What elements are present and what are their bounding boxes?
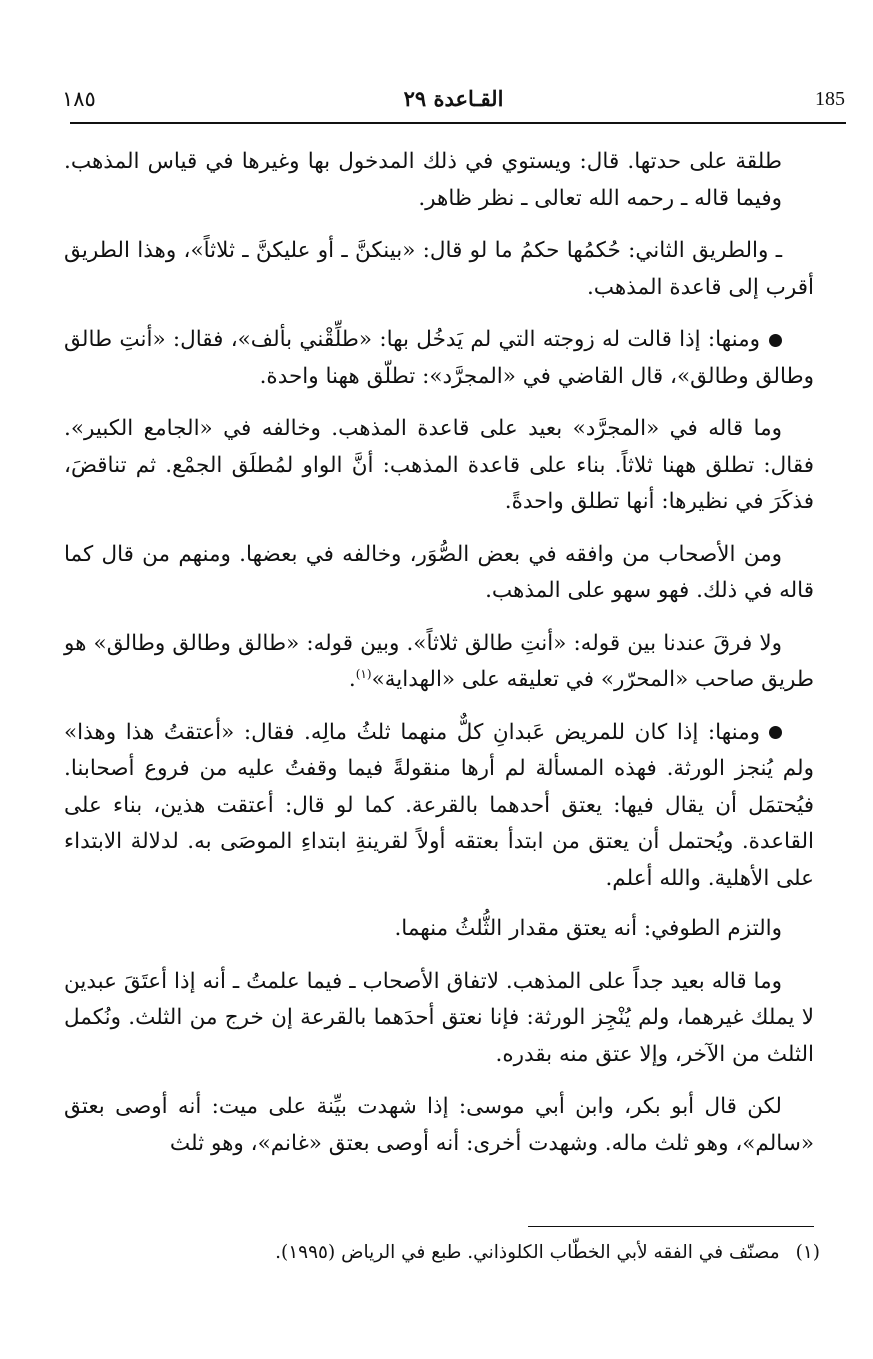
main-text: [64, 144, 814, 1178]
paragraph: ومن الأصحاب من وافقه في بعض الصُّوَر، وخالفه في بعضها. ومنهم من قال كما قاله في ذلك. فهو سهو على المذهب.: [64, 541, 814, 603]
paragraph: ـ والطريق الثاني: حُكمُها حكمُ ما لو قال: «بينكنَّ ـ أو عليكنَّ ـ ثلاثاً»، وهذا الطريق أقرب إلى قاعدة المذهب.: [64, 238, 814, 300]
header-rule: [70, 122, 846, 124]
paragraph: [64, 715, 814, 898]
paragraph: وما قاله بعيد جداً على المذهب. لاتفاق الأصحاب ـ فيما علمتُ ـ أنه إذا أعتَقَ عبدين لا يملك غيرهما، ولم يُنْجِز الورثة: فإنا نعتق أحدَهما بالقرعة إن خرج من الثلث. ونُكمل الثلث من الآخر، وإلا عتق منه بقدره.: [64, 968, 814, 1067]
footnote-text: مصنّف في الفقه لأبي الخطّاب الكلوذاني. طبع في الرياض (١٩٩٥).: [275, 1242, 780, 1263]
sentence-end: .: [348, 667, 356, 692]
bullet-icon: [769, 726, 782, 739]
paragraph: [64, 322, 814, 395]
bullet-icon: [769, 334, 782, 347]
page-number-arabic: ١٨٥: [62, 87, 96, 111]
paragraph-text: ومنها: إذا كان للمريض عَبدانِ كلٌّ منهما ثلثُ مالِه. فقال: «أعتقتُ هذا وهذا» ولم يُنجز الورثة. فهذه المسألة لم أرها منقولةً فيما وقفتُ عليه من فروع أصحابنا. فيُحتمَل أن يقال فيها: يعتق أحدهما بالقرعة. كما لو قال: أعتقت هذين، بناء على القاعدة. ويُحتمل أن يعتق من ابتدأ بعتقه أولاً لقرينةِ ابتداءِ الموصَى به. لدلالة الابتداء على الأهلية. والله أعلم.: [64, 719, 814, 891]
page-number-latin: 185: [815, 88, 845, 110]
footnote-number: (١): [795, 1242, 820, 1263]
page-header: [62, 84, 845, 118]
footnote-rule: [528, 1226, 814, 1227]
paragraph: [64, 626, 814, 699]
paragraph-text: ولا فرقَ عندنا بين قوله: «أنتِ طالق ثلاثاً». وبين قوله: «طالق وطالق وطالق» هو طريق صاحب «المحرّر» في تعليقه على «الهداية»: [64, 630, 814, 692]
footnote-reference[interactable]: (١): [355, 666, 372, 681]
footnote: [64, 1238, 820, 1268]
paragraph: والتزم الطوفي: أنه يعتق مقدار الثُّلثُ منهما.: [394, 916, 782, 941]
paragraph: لكن قال أبو بكر، وابن أبي موسى: إذا شهدت بيِّنة على ميت: أنه أوصى بعتق «سالم»، وهو ثلث ماله. وشهدت أخرى: أنه أوصى بعتق «غانم»، وهو ثلث: [64, 1094, 814, 1156]
paragraph: طلقة على حدتها. قال: ويستوي في ذلك المدخول بها وغيرها في قياس المذهب. وفيما قاله ـ رحمه الله تعالى ـ نظر ظاهر.: [64, 149, 782, 211]
running-title: القـاعدة ٢٩: [403, 86, 504, 111]
paragraph-text: ومنها: إذا قالت له زوجته التي لم يَدخُل بها: «طلِّقْني بألف»، فقال: «أنتِ طالق وطالق وطالق»، قال القاضي في «المجرَّد»: تطلّق ههنا واحدة.: [64, 327, 814, 389]
paragraph: وما قاله في «المجرَّد» بعيد على قاعدة المذهب. وخالفه في «الجامع الكبير». فقال: تطلق ههنا ثلاثاً. بناء على قاعدة المذهب: أنَّ الواو لمُطلَق الجمْع. ثم تناقضَ، فذكَرَ في نظيرها: أنها تطلق واحدةً.: [64, 416, 814, 514]
